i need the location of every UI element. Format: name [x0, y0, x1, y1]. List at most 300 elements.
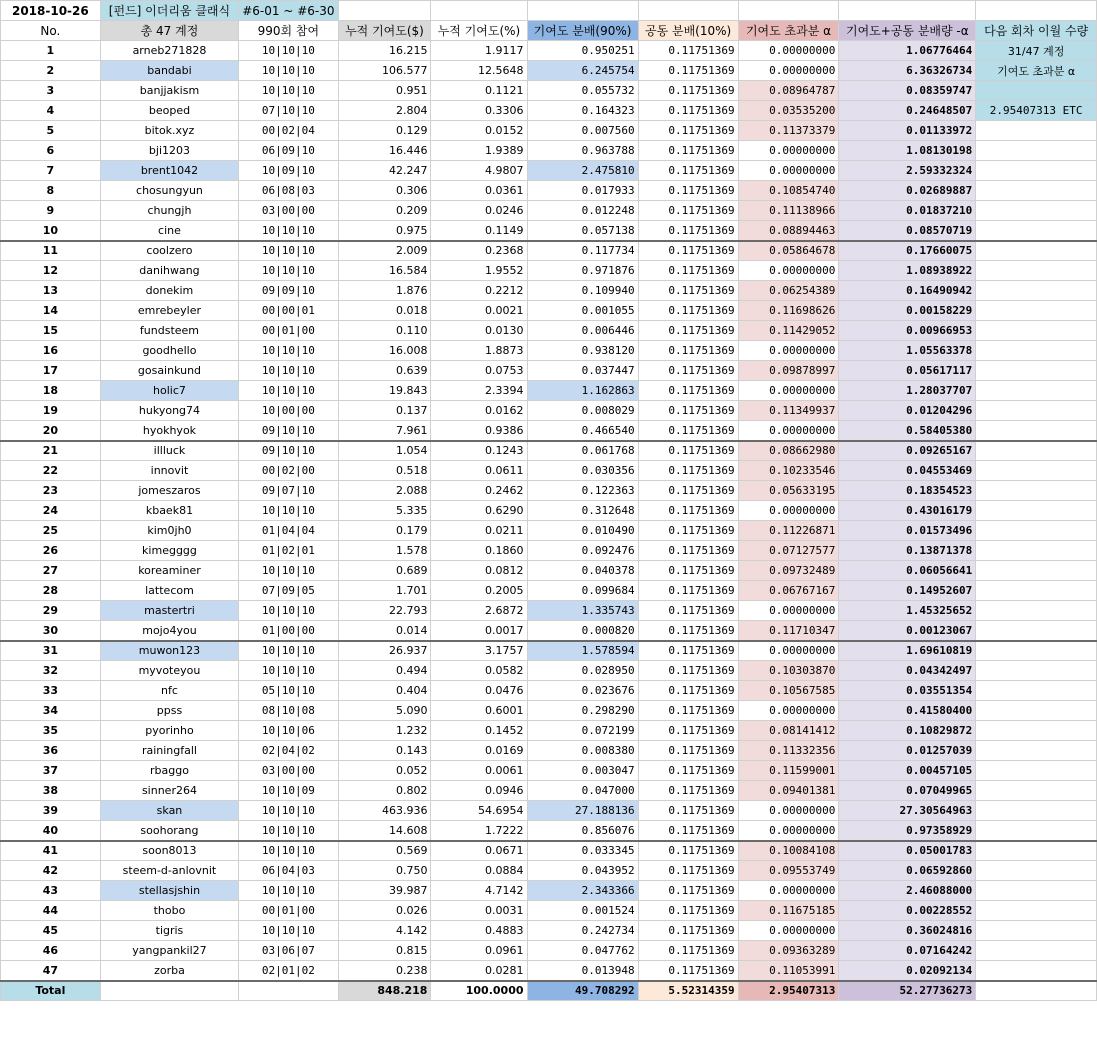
table-row: [1, 821, 1097, 841]
cell-contrib-dist: 0.008029: [527, 401, 638, 421]
col-header-contrib-dist: 기여도 분배(90%): [527, 21, 638, 41]
cell-no: 44: [1, 901, 101, 921]
cell-cum-pct: 54.6954: [431, 801, 527, 821]
cell-participation: 10|10|10: [239, 601, 338, 621]
cell-total-dist: 0.08570719: [839, 221, 976, 241]
cell-contrib-dist: 2.343366: [527, 881, 638, 901]
table-row: [1, 301, 1097, 321]
table-row: [1, 661, 1097, 681]
cell-account: mastertri: [100, 601, 239, 621]
table-row: [1, 741, 1097, 761]
cell-total-dist: 0.17660075: [839, 241, 976, 261]
cell-participation: 10|10|10: [239, 241, 338, 261]
cell-no: 47: [1, 961, 101, 981]
table-row: [1, 221, 1097, 241]
cell-cum-usd: 14.608: [338, 821, 431, 841]
cell-common-dist: 0.11751369: [638, 261, 738, 281]
cell-no: 37: [1, 761, 101, 781]
cell-no: 41: [1, 841, 101, 861]
cell-account: hyokhyok: [100, 421, 239, 441]
cell-contrib-dist: 0.092476: [527, 541, 638, 561]
cell-excess: 0.10303870: [738, 661, 839, 681]
cell-excess: 0.00000000: [738, 61, 839, 81]
cell-no: 36: [1, 741, 101, 761]
cell-no: 34: [1, 701, 101, 721]
cell-total-dist: 2.46088000: [839, 881, 976, 901]
cell-common-dist: 0.11751369: [638, 541, 738, 561]
table-row: [1, 241, 1097, 261]
cell-common-dist: 0.11751369: [638, 581, 738, 601]
table-row: [1, 801, 1097, 821]
cell-total-dist: 0.97358929: [839, 821, 976, 841]
table-row: [1, 521, 1097, 541]
cell-contrib-dist: 0.033345: [527, 841, 638, 861]
cell-common-dist: 0.11751369: [638, 481, 738, 501]
cell-account: sinner264: [100, 781, 239, 801]
cell-account: soohorang: [100, 821, 239, 841]
cell-cum-usd: 0.110: [338, 321, 431, 341]
cell-account: tigris: [100, 921, 239, 941]
cell-account: coolzero: [100, 241, 239, 261]
cell-participation: 10|10|10: [239, 561, 338, 581]
table-row: [1, 881, 1097, 901]
cell-excess: 0.10567585: [738, 681, 839, 701]
cell-cum-usd: 106.577: [338, 61, 431, 81]
cell-no: 45: [1, 921, 101, 941]
cell-excess: 0.00000000: [738, 821, 839, 841]
cell-common-dist: 0.11751369: [638, 461, 738, 481]
cell-cum-usd: 16.584: [338, 261, 431, 281]
cell-participation: 10|10|06: [239, 721, 338, 741]
cell-no: 29: [1, 601, 101, 621]
cell-participation: 00|00|01: [239, 301, 338, 321]
table-row: [1, 561, 1097, 581]
cell-common-dist: 0.11751369: [638, 941, 738, 961]
cell-no: 19: [1, 401, 101, 421]
cell-participation: 00|02|00: [239, 461, 338, 481]
cell-cum-pct: 0.9386: [431, 421, 527, 441]
cell-account: ppss: [100, 701, 239, 721]
cell-cum-usd: 0.750: [338, 861, 431, 881]
total-common-dist: 5.52314359: [638, 981, 738, 1001]
table-row: [1, 861, 1097, 881]
cell-participation: 03|00|00: [239, 201, 338, 221]
cell-common-dist: 0.11751369: [638, 321, 738, 341]
cell-no: 5: [1, 121, 101, 141]
cell-cum-usd: 4.142: [338, 921, 431, 941]
cell-cum-pct: 0.0281: [431, 961, 527, 981]
cell-total-dist: 0.07049965: [839, 781, 976, 801]
cell-cum-usd: 463.936: [338, 801, 431, 821]
cell-total-dist: 0.03551354: [839, 681, 976, 701]
cell-cum-pct: 1.9389: [431, 141, 527, 161]
cell-cum-pct: 0.0476: [431, 681, 527, 701]
cell-participation: 05|10|10: [239, 681, 338, 701]
cell-cum-pct: 3.1757: [431, 641, 527, 661]
total-cum-usd: 848.218: [338, 981, 431, 1001]
cell-contrib-dist: 0.312648: [527, 501, 638, 521]
cell-participation: 03|06|07: [239, 941, 338, 961]
cell-common-dist: 0.11751369: [638, 181, 738, 201]
cell-common-dist: 0.11751369: [638, 301, 738, 321]
table-row: [1, 481, 1097, 501]
cell-cum-usd: 1.876: [338, 281, 431, 301]
cell-cum-usd: 0.802: [338, 781, 431, 801]
cell-contrib-dist: 0.040378: [527, 561, 638, 581]
table-row: [1, 321, 1097, 341]
cell-contrib-dist: 0.950251: [527, 41, 638, 61]
cell-excess: 0.00000000: [738, 141, 839, 161]
cell-common-dist: 0.11751369: [638, 281, 738, 301]
cell-no: 13: [1, 281, 101, 301]
cell-contrib-dist: 0.971876: [527, 261, 638, 281]
cell-common-dist: 0.11751369: [638, 701, 738, 721]
col-header-participation: 990회 참여: [239, 21, 338, 41]
cell-common-dist: 0.11751369: [638, 621, 738, 641]
cell-no: 40: [1, 821, 101, 841]
cell-account: kbaek81: [100, 501, 239, 521]
cell-common-dist: 0.11751369: [638, 881, 738, 901]
cell-excess: 0.00000000: [738, 881, 839, 901]
table-row: [1, 141, 1097, 161]
cell-contrib-dist: 1.162863: [527, 381, 638, 401]
cell-cum-pct: 0.0130: [431, 321, 527, 341]
cell-total-dist: 27.30564963: [839, 801, 976, 821]
cell-account: banjjakism: [100, 81, 239, 101]
cell-no: 24: [1, 501, 101, 521]
cell-total-dist: 0.04553469: [839, 461, 976, 481]
cell-account: emrebeyler: [100, 301, 239, 321]
cell-participation: 06|08|03: [239, 181, 338, 201]
cell-contrib-dist: 6.245754: [527, 61, 638, 81]
cell-cum-usd: 0.569: [338, 841, 431, 861]
cell-account: stellasjshin: [100, 881, 239, 901]
cell-account: rainingfall: [100, 741, 239, 761]
cell-no: 1: [1, 41, 101, 61]
cell-total-dist: 0.06056641: [839, 561, 976, 581]
cell-cum-usd: 16.008: [338, 341, 431, 361]
cell-total-dist: 0.00966953: [839, 321, 976, 341]
table-row: [1, 181, 1097, 201]
cell-cum-pct: 0.0361: [431, 181, 527, 201]
table-row: [1, 121, 1097, 141]
cell-participation: 10|10|10: [239, 261, 338, 281]
cell-total-dist: 0.10829872: [839, 721, 976, 741]
cell-cum-usd: 0.951: [338, 81, 431, 101]
cell-excess: 0.09878997: [738, 361, 839, 381]
cell-contrib-dist: 0.122363: [527, 481, 638, 501]
cell-cum-pct: 0.0246: [431, 201, 527, 221]
cell-account: fundsteem: [100, 321, 239, 341]
cell-common-dist: 0.11751369: [638, 921, 738, 941]
cell-excess: 0.00000000: [738, 701, 839, 721]
cell-excess: 0.11429052: [738, 321, 839, 341]
cell-excess: 0.10233546: [738, 461, 839, 481]
cell-cum-usd: 0.052: [338, 761, 431, 781]
cell-account: myvoteyou: [100, 661, 239, 681]
cell-cum-usd: 2.088: [338, 481, 431, 501]
cell-participation: 08|10|08: [239, 701, 338, 721]
cell-account: kim0jh0: [100, 521, 239, 541]
cell-total-dist: 0.00158229: [839, 301, 976, 321]
cell-contrib-dist: 0.013948: [527, 961, 638, 981]
cell-common-dist: 0.11751369: [638, 401, 738, 421]
cell-participation: 00|01|00: [239, 321, 338, 341]
cell-account: bitok.xyz: [100, 121, 239, 141]
cell-total-dist: 0.07164242: [839, 941, 976, 961]
cell-account: beoped: [100, 101, 239, 121]
cell-participation: 01|00|00: [239, 621, 338, 641]
cell-cum-usd: 0.137: [338, 401, 431, 421]
cell-contrib-dist: 0.003047: [527, 761, 638, 781]
table-row: [1, 441, 1097, 461]
cell-total-dist: 1.05563378: [839, 341, 976, 361]
cell-common-dist: 0.11751369: [638, 381, 738, 401]
cell-cum-pct: 0.0611: [431, 461, 527, 481]
total-cum-pct: 100.0000: [431, 981, 527, 1001]
cell-no: 30: [1, 621, 101, 641]
cell-excess: 0.00000000: [738, 161, 839, 181]
cell-contrib-dist: 0.298290: [527, 701, 638, 721]
cell-common-dist: 0.11751369: [638, 141, 738, 161]
cell-excess: 0.08662980: [738, 441, 839, 461]
cell-participation: 09|10|10: [239, 441, 338, 461]
side-excess-label: 기여도 초과분 α: [976, 61, 1097, 81]
cell-common-dist: 0.11751369: [638, 361, 738, 381]
table-row: [1, 941, 1097, 961]
cell-excess: 0.11373379: [738, 121, 839, 141]
cell-cum-pct: 0.1149: [431, 221, 527, 241]
cell-common-dist: 0.11751369: [638, 521, 738, 541]
cell-cum-usd: 0.518: [338, 461, 431, 481]
cell-participation: 10|10|10: [239, 221, 338, 241]
cell-total-dist: 1.45325652: [839, 601, 976, 621]
cell-excess: 0.06767167: [738, 581, 839, 601]
cell-participation: 10|10|10: [239, 41, 338, 61]
cell-total-dist: 0.00457105: [839, 761, 976, 781]
cell-cum-pct: 0.0017: [431, 621, 527, 641]
table-row: [1, 761, 1097, 781]
table-row: [1, 81, 1097, 101]
cell-account: innovit: [100, 461, 239, 481]
cell-common-dist: 0.11751369: [638, 861, 738, 881]
cell-cum-usd: 2.804: [338, 101, 431, 121]
cell-contrib-dist: 0.000820: [527, 621, 638, 641]
cell-contrib-dist: 0.047000: [527, 781, 638, 801]
table-row: [1, 541, 1097, 561]
cell-total-dist: 0.01204296: [839, 401, 976, 421]
cell-participation: 10|10|10: [239, 61, 338, 81]
cell-account: kimegggg: [100, 541, 239, 561]
cell-contrib-dist: 0.109940: [527, 281, 638, 301]
cell-common-dist: 0.11751369: [638, 801, 738, 821]
cell-no: 15: [1, 321, 101, 341]
col-header-cum-usd: 누적 기여도($): [338, 21, 431, 41]
side-amount: 2.95407313 ETC: [976, 101, 1097, 121]
cell-participation: 10|10|10: [239, 841, 338, 861]
cell-no: 23: [1, 481, 101, 501]
cell-common-dist: 0.11751369: [638, 81, 738, 101]
cell-excess: 0.09363289: [738, 941, 839, 961]
cell-cum-pct: 12.5648: [431, 61, 527, 81]
cell-account: nfc: [100, 681, 239, 701]
cell-total-dist: 0.09265167: [839, 441, 976, 461]
cell-cum-pct: 0.6290: [431, 501, 527, 521]
cell-no: 46: [1, 941, 101, 961]
cell-cum-usd: 0.018: [338, 301, 431, 321]
cell-cum-pct: 0.0021: [431, 301, 527, 321]
cell-common-dist: 0.11751369: [638, 121, 738, 141]
cell-account: chungjh: [100, 201, 239, 221]
cell-contrib-dist: 0.023676: [527, 681, 638, 701]
cell-no: 43: [1, 881, 101, 901]
cell-cum-usd: 26.937: [338, 641, 431, 661]
cell-contrib-dist: 1.578594: [527, 641, 638, 661]
cell-cum-pct: 0.2368: [431, 241, 527, 261]
cell-excess: 0.00000000: [738, 801, 839, 821]
cell-participation: 09|09|10: [239, 281, 338, 301]
total-excess: 2.95407313: [738, 981, 839, 1001]
cell-account: goodhello: [100, 341, 239, 361]
cell-contrib-dist: 0.006446: [527, 321, 638, 341]
cell-excess: 0.11053991: [738, 961, 839, 981]
cell-cum-pct: 1.9117: [431, 41, 527, 61]
cell-cum-usd: 0.975: [338, 221, 431, 241]
cell-common-dist: 0.11751369: [638, 961, 738, 981]
cell-no: 11: [1, 241, 101, 261]
cell-cum-usd: 7.961: [338, 421, 431, 441]
cell-cum-usd: 0.026: [338, 901, 431, 921]
cell-excess: 0.11226871: [738, 521, 839, 541]
cell-contrib-dist: 0.037447: [527, 361, 638, 381]
cell-common-dist: 0.11751369: [638, 741, 738, 761]
cell-total-dist: 1.08938922: [839, 261, 976, 281]
cell-excess: 0.00000000: [738, 41, 839, 61]
cell-cum-pct: 1.8873: [431, 341, 527, 361]
cell-cum-pct: 0.0162: [431, 401, 527, 421]
cell-cum-usd: 19.843: [338, 381, 431, 401]
cell-participation: 10|10|10: [239, 921, 338, 941]
cell-common-dist: 0.11751369: [638, 901, 738, 921]
table-row: [1, 501, 1097, 521]
cell-total-dist: 0.01573496: [839, 521, 976, 541]
cell-common-dist: 0.11751369: [638, 641, 738, 661]
cell-contrib-dist: 0.856076: [527, 821, 638, 841]
cell-common-dist: 0.11751369: [638, 41, 738, 61]
cell-contrib-dist: 0.061768: [527, 441, 638, 461]
cell-contrib-dist: 0.164323: [527, 101, 638, 121]
col-header-accounts: 총 47 계정: [100, 21, 239, 41]
cell-common-dist: 0.11751369: [638, 821, 738, 841]
cell-participation: 00|02|04: [239, 121, 338, 141]
cell-cum-pct: 0.1243: [431, 441, 527, 461]
cell-participation: 10|10|10: [239, 641, 338, 661]
cell-total-dist: 6.36326734: [839, 61, 976, 81]
cell-common-dist: 0.11751369: [638, 721, 738, 741]
cell-cum-pct: 2.6872: [431, 601, 527, 621]
cell-contrib-dist: 2.475810: [527, 161, 638, 181]
cell-cum-pct: 0.0671: [431, 841, 527, 861]
cell-no: 38: [1, 781, 101, 801]
cell-cum-pct: 0.0884: [431, 861, 527, 881]
table-row: [1, 421, 1097, 441]
cell-common-dist: 0.11751369: [638, 101, 738, 121]
cell-excess: 0.08141412: [738, 721, 839, 741]
table-row: [1, 581, 1097, 601]
table-row: [1, 681, 1097, 701]
cell-excess: 0.10084108: [738, 841, 839, 861]
cell-no: 8: [1, 181, 101, 201]
cell-total-dist: 0.24648507: [839, 101, 976, 121]
cell-account: bandabi: [100, 61, 239, 81]
cell-total-dist: 0.08359747: [839, 81, 976, 101]
cell-contrib-dist: 0.007560: [527, 121, 638, 141]
cell-total-dist: 0.01133972: [839, 121, 976, 141]
cell-common-dist: 0.11751369: [638, 241, 738, 261]
cell-no: 7: [1, 161, 101, 181]
cell-cum-pct: 0.1121: [431, 81, 527, 101]
cell-account: zorba: [100, 961, 239, 981]
cell-no: 28: [1, 581, 101, 601]
cell-excess: 0.00000000: [738, 641, 839, 661]
cell-participation: 10|10|10: [239, 801, 338, 821]
cell-contrib-dist: 0.466540: [527, 421, 638, 441]
table-row: [1, 721, 1097, 741]
cell-common-dist: 0.11751369: [638, 441, 738, 461]
cell-account: rbaggo: [100, 761, 239, 781]
cell-excess: 0.05864678: [738, 241, 839, 261]
cell-cum-usd: 16.215: [338, 41, 431, 61]
table-row: [1, 621, 1097, 641]
cell-cum-usd: 1.701: [338, 581, 431, 601]
cell-cum-usd: 5.090: [338, 701, 431, 721]
cell-participation: 01|04|04: [239, 521, 338, 541]
table-row: [1, 161, 1097, 181]
cell-account: brent1042: [100, 161, 239, 181]
cell-account: steem-d-anlovnit: [100, 861, 239, 881]
cell-cum-pct: 0.4883: [431, 921, 527, 941]
cell-contrib-dist: 0.057138: [527, 221, 638, 241]
cell-no: 39: [1, 801, 101, 821]
cell-contrib-dist: 0.117734: [527, 241, 638, 261]
cell-account: soon8013: [100, 841, 239, 861]
cell-excess: 0.11349937: [738, 401, 839, 421]
cell-cum-usd: 0.639: [338, 361, 431, 381]
cell-no: 10: [1, 221, 101, 241]
cell-no: 3: [1, 81, 101, 101]
table-row: [1, 601, 1097, 621]
cell-no: 42: [1, 861, 101, 881]
col-header-total-dist: 기여도+공동 분배량 -α: [839, 21, 976, 41]
table-row: [1, 641, 1097, 661]
cell-cum-pct: 0.0152: [431, 121, 527, 141]
cell-common-dist: 0.11751369: [638, 201, 738, 221]
cell-participation: 01|02|01: [239, 541, 338, 561]
cell-cum-pct: 0.0946: [431, 781, 527, 801]
cell-contrib-dist: 0.242734: [527, 921, 638, 941]
cell-no: 22: [1, 461, 101, 481]
cell-excess: 0.11138966: [738, 201, 839, 221]
cell-cum-pct: 4.7142: [431, 881, 527, 901]
cell-excess: 0.03535200: [738, 101, 839, 121]
cell-cum-pct: 4.9807: [431, 161, 527, 181]
cell-no: 9: [1, 201, 101, 221]
cell-account: holic7: [100, 381, 239, 401]
cell-participation: 07|09|05: [239, 581, 338, 601]
cell-contrib-dist: 0.001524: [527, 901, 638, 921]
cell-participation: 10|10|10: [239, 341, 338, 361]
col-header-cum-pct: 누적 기여도(%): [431, 21, 527, 41]
